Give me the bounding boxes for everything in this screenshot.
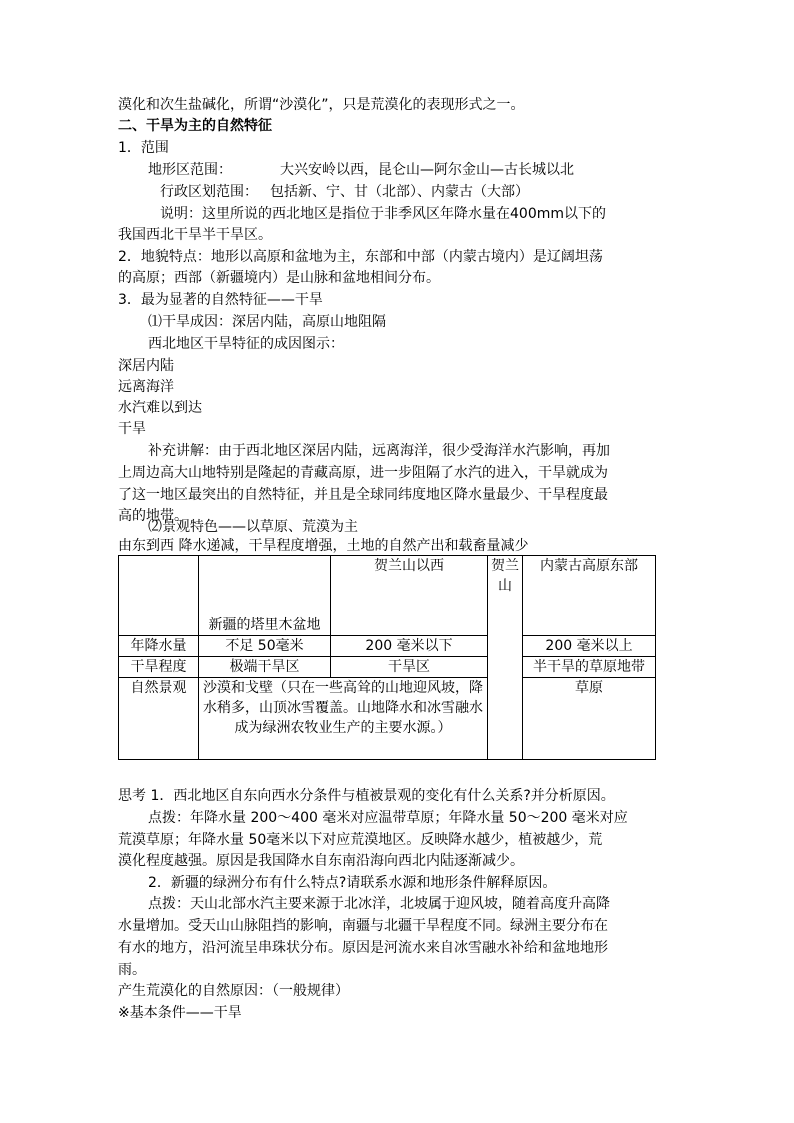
table-cell: 半干旱的草原地带 — [523, 657, 656, 678]
table-row — [119, 556, 656, 636]
table-cell: 200 毫米以下 — [331, 636, 488, 657]
table-cell — [119, 556, 199, 636]
text-line: 点拨：年降水量 200～400 毫米对应温带草原；年降水量 50～200 毫米对应 — [148, 810, 628, 826]
table-cell: 沙漠和戈壁（只在一些高耸的山地迎风坡，降水稍多，山顶冰雪覆盖。山地降水和冰雪融水成为绿洲农牧业生产的主要水源。） — [199, 678, 488, 760]
subheading-range: 1．范围 — [118, 140, 169, 156]
diagram-item: 水汽难以到达 — [118, 400, 202, 416]
diagram-item: 深居内陆 — [118, 358, 174, 374]
terrain-range-label: 地形区范围： — [148, 162, 232, 178]
subheading: 3．最为显著的自然特征——干旱 — [118, 292, 323, 308]
table-row — [119, 678, 656, 760]
table-cell: 贺兰山 — [488, 556, 523, 760]
text-line: 2．地貌特点：地形以高原和盆地为主，东部和中部（内蒙古境内）是辽阔坦荡 — [118, 249, 603, 265]
landscape-table — [118, 555, 656, 760]
text-line: 由东到西 降水递减，干旱程度增强，土地的自然产出和载畜量减少 — [118, 538, 529, 554]
text-line: 漠化和次生盐碱化，所谓“沙漠化”，只是荒漠化的表现形式之一。 — [118, 97, 525, 113]
text-line: ※基本条件——干旱 — [118, 1005, 242, 1021]
text-line: 水量增加。受天山山脉阻挡的影响，南疆与北疆干旱程度不同。绿洲主要分布在 — [118, 918, 608, 934]
text-line: 说明：这里所说的西北地区是指位于非季风区年降水量在400mm以下的 — [160, 206, 606, 222]
text-line: 漠化程度越强。原因是我国降水自东南沿海向西北内陆逐渐减少。 — [118, 853, 524, 869]
table-cell: 干旱程度 — [119, 657, 199, 678]
table-cell: 贺兰山以西 — [331, 556, 488, 636]
table-cell: 干旱区 — [331, 657, 488, 678]
table-cell: 200 毫米以上 — [523, 636, 656, 657]
text-line: 补充讲解：由于西北地区深居内陆，远离海洋，很少受海洋水汽影响，再加 — [148, 443, 610, 459]
text-line: 了这一地区最突出的自然特征，并且是全球同纬度地区降水量最少、干旱程度最 — [118, 487, 608, 503]
text-line: 的高原；西部（新疆境内）是山脉和盆地相间分布。 — [118, 270, 440, 286]
diagram-item: 远离海洋 — [118, 379, 174, 395]
text-line: 有水的地方，沿河流呈串珠状分布。原因是河流水来自冰雪融水补给和盆地地形 — [118, 940, 608, 956]
text-line: 产生荒漠化的自然原因：（一般规律） — [118, 983, 349, 999]
text-line: 我国西北干旱半干旱区。 — [118, 227, 272, 243]
table-cell: 自然景观 — [119, 678, 199, 760]
table-cell: 新疆的塔里木盆地 — [199, 556, 331, 636]
diagram-item: 干旱 — [118, 421, 146, 437]
text-line: 雨。 — [118, 962, 146, 978]
text-line: 点拨：天山北部水汽主要来源于北冰洋，北坡属于迎风坡，随着高度升高降 — [148, 896, 610, 912]
question-line: 思考 1．西北地区自东向西水分条件与植被景观的变化有什么关系?并分析原因。 — [118, 788, 615, 804]
question-line: 2．新疆的绿洲分布有什么特点?请联系水源和地形条件解释原因。 — [148, 875, 557, 891]
table-cell: 极端干旱区 — [199, 657, 331, 678]
section-heading: 二、干旱为主的自然特征 — [118, 118, 272, 134]
table-row — [119, 636, 656, 657]
table-row — [119, 657, 656, 678]
text-line: 荒漠草原；年降水量 50毫米以下对应荒漠地区。反映降水越少，植被越少，荒 — [118, 832, 603, 848]
terrain-range-value: 大兴安岭以西，昆仑山—阿尔金山—古长城以北 — [280, 162, 574, 178]
table-cell: 不足 50毫米 — [199, 636, 331, 657]
text-line: 高的地带。 — [118, 508, 188, 524]
admin-range-label: 行政区划范围： — [160, 184, 258, 200]
admin-range-value: 包括新、宁、甘（北部）、内蒙古（大部） — [270, 184, 529, 200]
text-line: ⑴干旱成因：深居内陆，高原山地阻隔 — [148, 314, 386, 330]
text-line: 上周边高大山地特别是隆起的青藏高原，进一步阻隔了水汽的进入，干旱就成为 — [118, 465, 608, 481]
text-line: ⑵景观特色——以草原、荒漠为主 — [148, 519, 358, 535]
table-cell: 内蒙古高原东部 — [523, 556, 656, 636]
table-cell: 草原 — [523, 678, 656, 760]
text-line: 西北地区干旱特征的成因图示： — [148, 336, 344, 352]
table-cell: 年降水量 — [119, 636, 199, 657]
